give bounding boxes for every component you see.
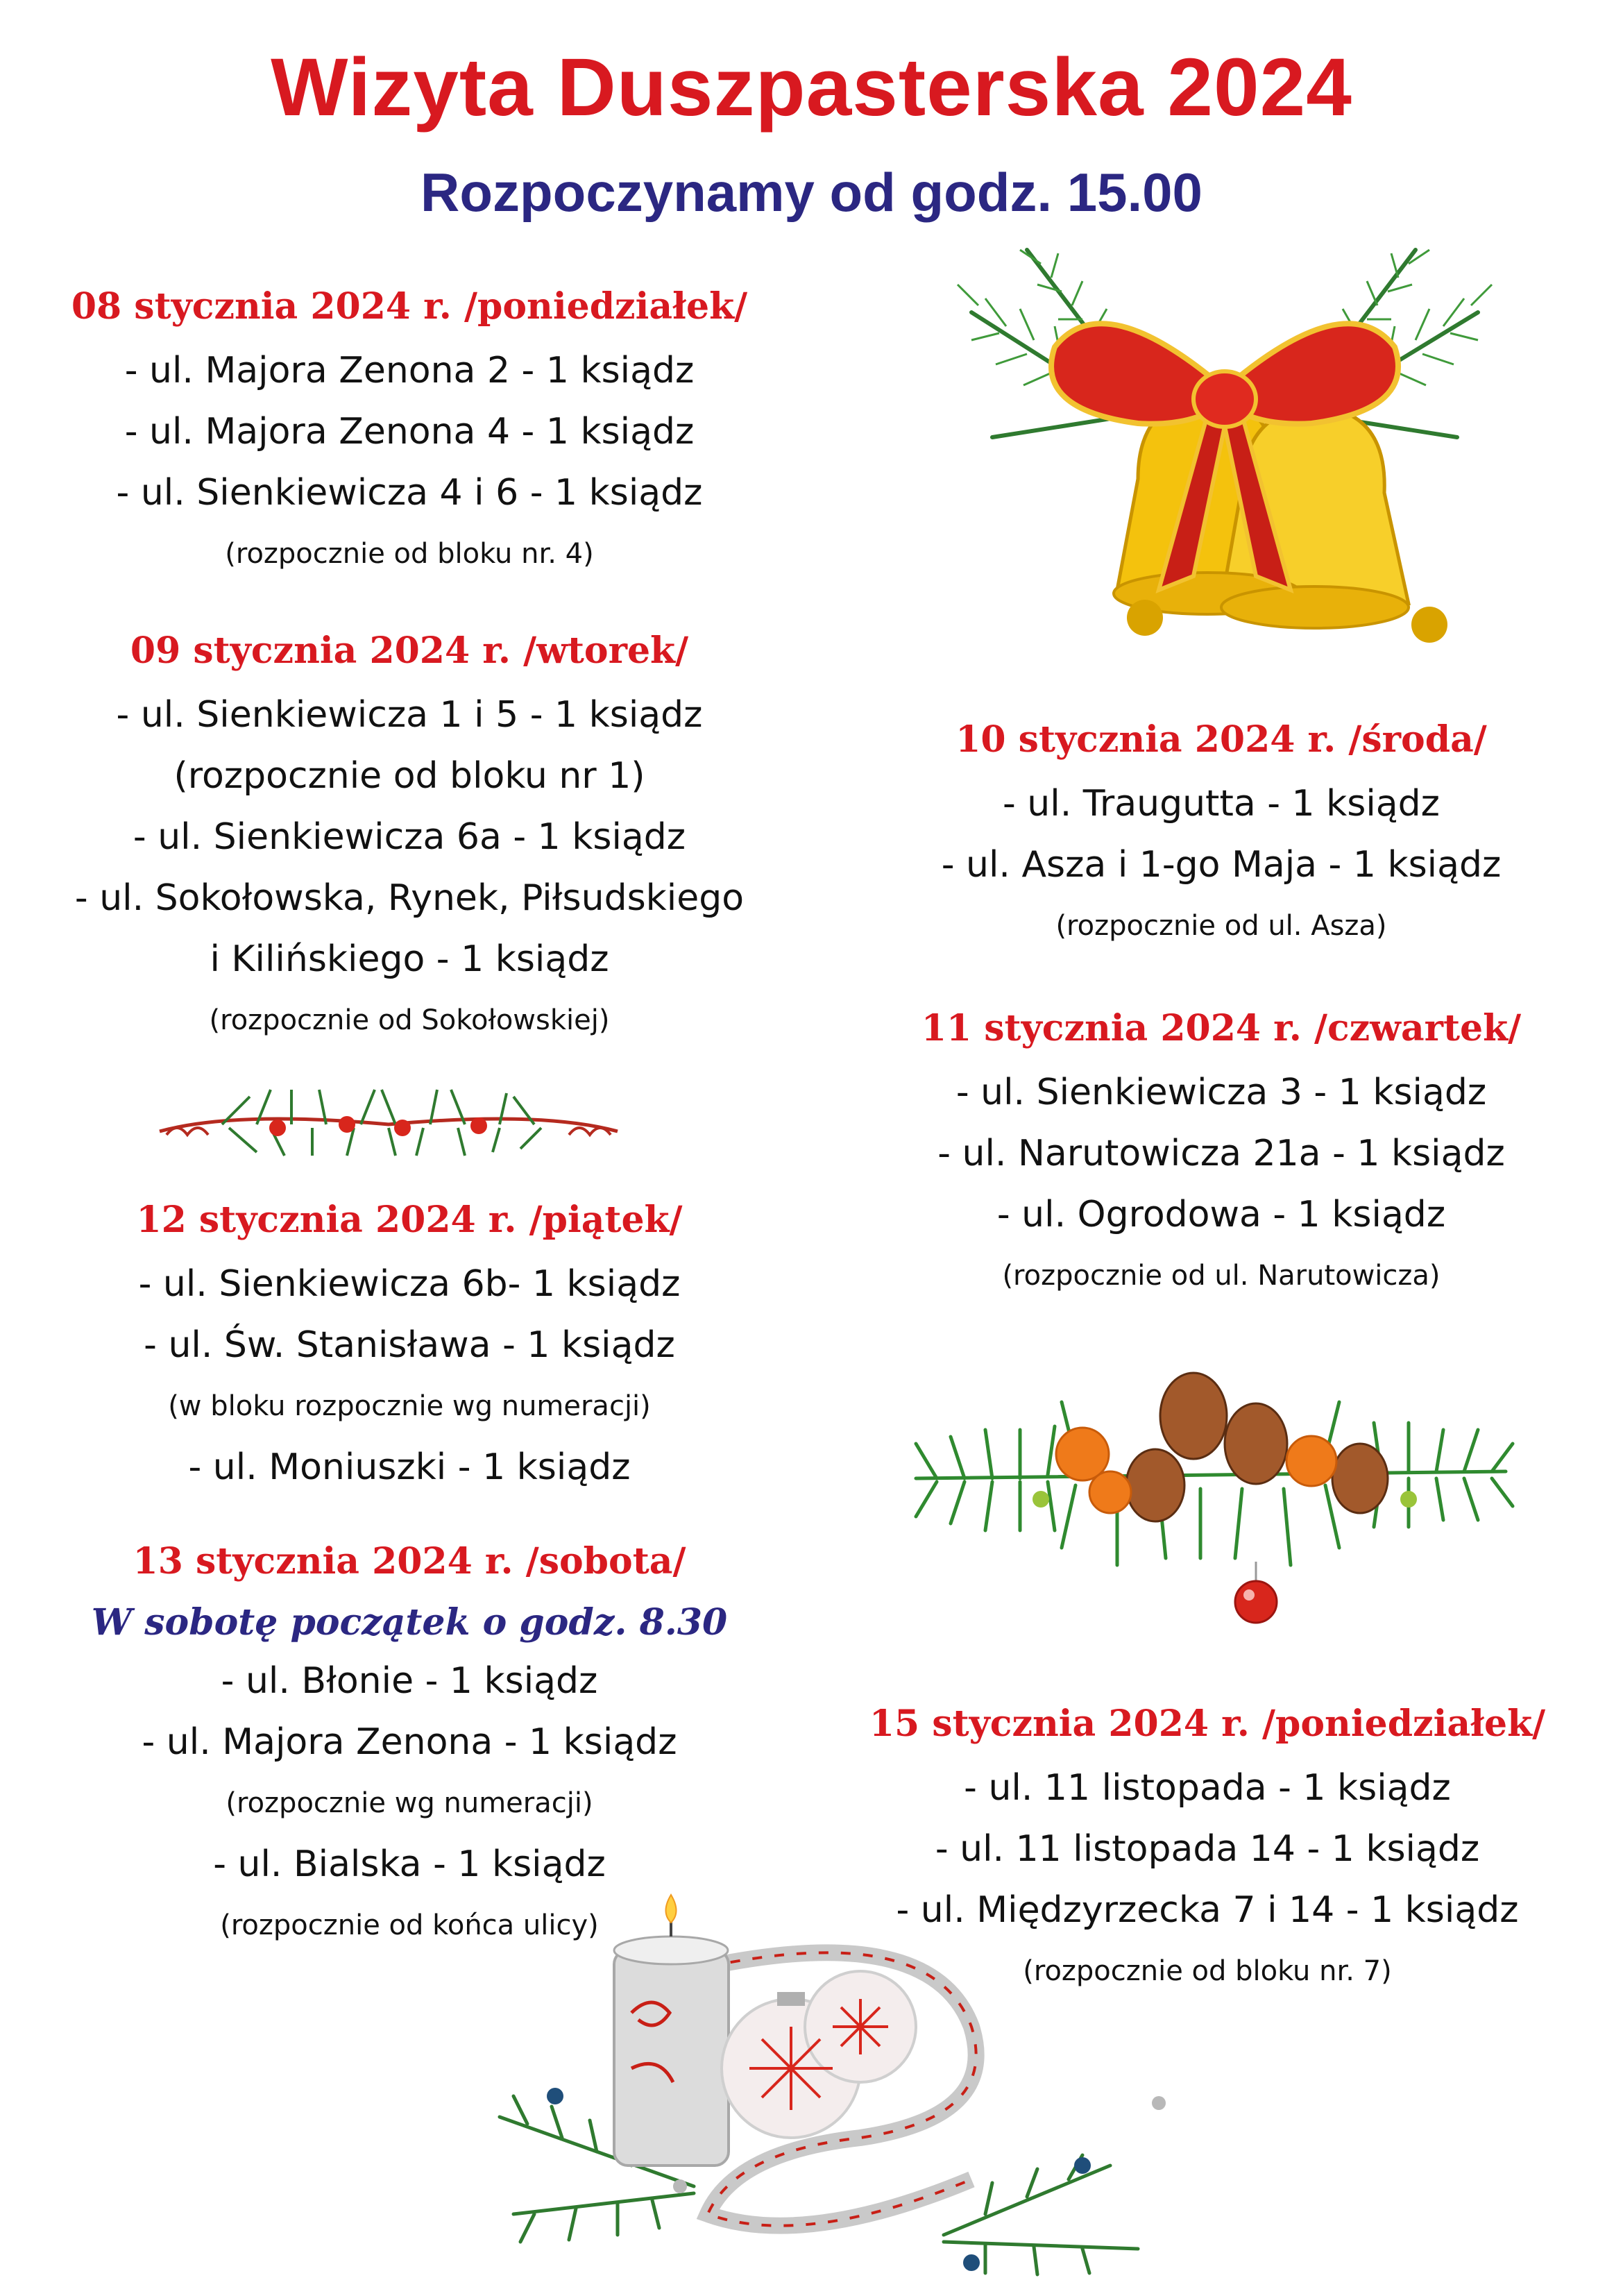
street-line: - ul. Sienkiewicza 1 i 5 - 1 ksiądz	[116, 694, 703, 736]
day-note: (rozpocznie od bloku nr. 4)	[225, 538, 594, 570]
day-block-0112	[28, 1187, 791, 1498]
street-line: i Kilińskiego - 1 ksiądz	[210, 938, 609, 980]
day-note: (w bloku rozpocznie wg numeracji)	[168, 1390, 651, 1422]
street-line: - ul. Majora Zenona 4 - 1 ksiądz	[124, 411, 695, 453]
day-block-0110	[853, 707, 1589, 956]
street-line: - ul. Ogrodowa - 1 ksiądz	[996, 1194, 1446, 1235]
street-line: - ul. 11 listopada - 1 ksiądz	[964, 1767, 1451, 1809]
day-note: (rozpocznie od Sokołowskiej)	[209, 1004, 610, 1036]
day-note: (rozpocznie od końca ulicy)	[220, 1909, 599, 1941]
street-line: - ul. Sienkiewicza 6b- 1 ksiądz	[138, 1263, 681, 1305]
page-title: Wizyta Duszpasterska 2024	[271, 42, 1352, 133]
day-note: (rozpocznie od bloku nr. 7)	[1023, 1955, 1392, 1987]
street-line: - ul. Narutowicza 21a - 1 ksiądz	[937, 1133, 1505, 1174]
street-line: - ul. Sienkiewicza 3 - 1 ksiądz	[955, 1072, 1487, 1113]
street-line: - ul. Sienkiewicza 6a - 1 ksiądz	[133, 816, 686, 858]
day-date: 08 stycznia 2024 r. /poniedziałek/	[71, 285, 748, 328]
street-line: - ul. Asza i 1-go Maja - 1 ksiądz	[941, 844, 1502, 886]
street-line: (rozpocznie od bloku nr 1)	[173, 755, 645, 797]
street-line: - ul. Bialska - 1 ksiądz	[213, 1843, 606, 1885]
candle-and-ornaments-icon	[444, 1888, 1193, 2277]
day-note: (rozpocznie wg numeracji)	[226, 1787, 593, 1819]
day-date: 13 stycznia 2024 r. /sobota/	[133, 1540, 686, 1582]
page-subtitle: Rozpoczynamy od godz. 15.00	[420, 162, 1203, 223]
day-block-0111	[853, 995, 1589, 1306]
day-date: 15 stycznia 2024 r. /poniedziałek/	[869, 1703, 1546, 1745]
saturday-start-time: W sobotę początek o godz. 8.30	[91, 1601, 728, 1644]
day-date: 10 stycznia 2024 r. /środa/	[955, 718, 1487, 761]
day-date: 09 stycznia 2024 r. /wtorek/	[130, 630, 689, 672]
street-line: - ul. 11 listopada 14 - 1 ksiądz	[935, 1828, 1480, 1870]
street-line: - ul. Sienkiewicza 4 i 6 - 1 ksiądz	[116, 472, 703, 514]
pine-cone-orange-garland-icon	[895, 1340, 1533, 1645]
street-line: - ul. Majora Zenona 2 - 1 ksiądz	[124, 350, 695, 391]
street-line: - ul. Traugutta - 1 ksiądz	[1003, 783, 1440, 825]
day-date: 11 stycznia 2024 r. /czwartek/	[921, 1007, 1522, 1049]
street-line: - ul. Majora Zenona - 1 ksiądz	[142, 1721, 677, 1763]
street-line: - ul. Sokołowska, Rynek, Piłsudskiego	[74, 877, 745, 919]
street-line: - ul. Błonie - 1 ksiądz	[221, 1660, 598, 1702]
day-block-0108	[28, 273, 791, 584]
street-line: - ul. Św. Stanisława - 1 ksiądz	[144, 1324, 675, 1366]
day-date: 12 stycznia 2024 r. /piątek/	[136, 1199, 683, 1241]
street-line: - ul. Międzyrzecka 7 i 14 - 1 ksiądz	[896, 1889, 1519, 1931]
day-block-0109	[28, 618, 791, 1051]
day-note: (rozpocznie od ul. Narutowicza)	[1002, 1260, 1441, 1292]
pine-garland-icon	[153, 1083, 624, 1166]
bells-with-bow-icon	[930, 229, 1520, 687]
day-note: (rozpocznie od ul. Asza)	[1055, 910, 1387, 942]
street-line: - ul. Moniuszki - 1 ksiądz	[188, 1446, 631, 1488]
